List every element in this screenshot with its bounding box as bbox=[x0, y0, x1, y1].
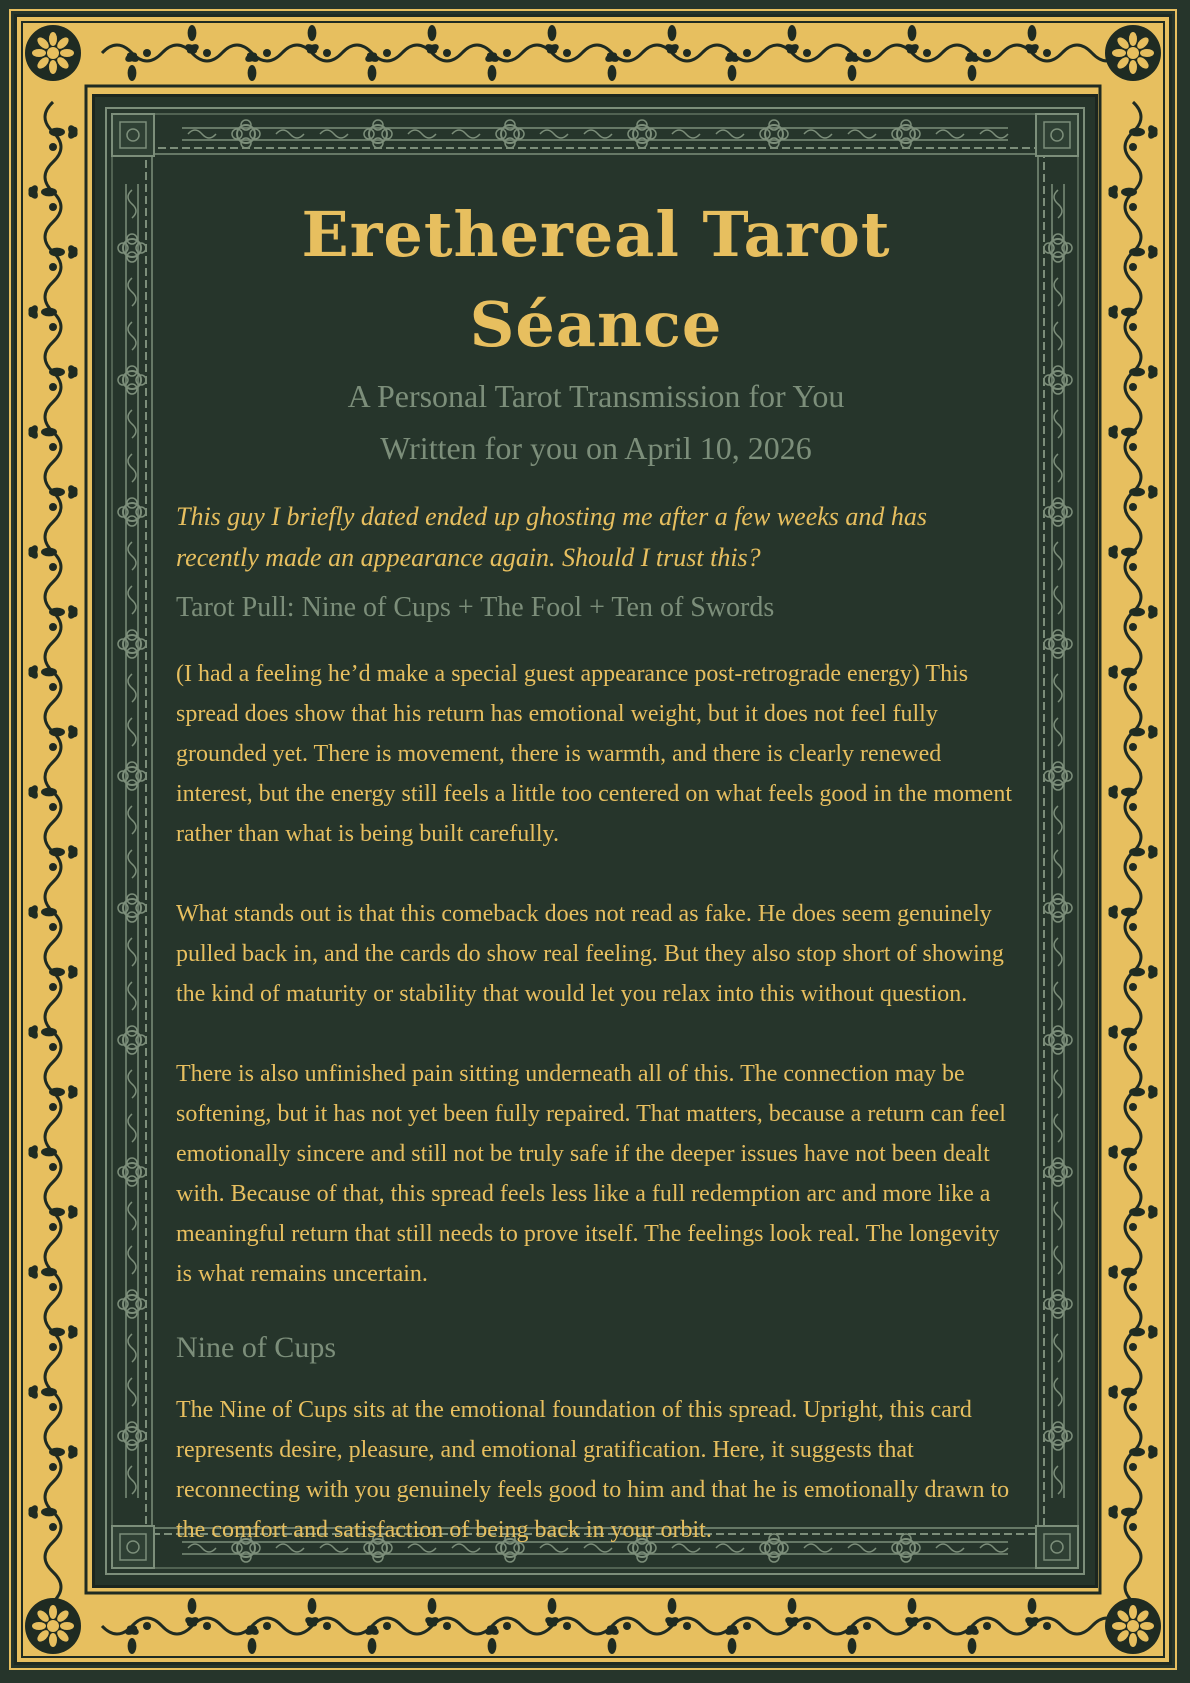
reading-content bbox=[176, 190, 1016, 1590]
card-section-heading: Nine of Cups bbox=[176, 1331, 336, 1364]
reading-paragraph: (I had a feeling he’d make a special guest appearance post-retrograde energy) This spread does show that his return has emotional weight, but it does not feel fully grounded yet. There is movement, there is warmth, and there is clearly renewed interest, but the energy still feels a little too centered on what feels good in the moment rather than what is being built carefully. bbox=[176, 661, 1012, 847]
reader-question: This guy I briefly dated ended up ghosting me after a few weeks and has recently made an appearance again. Should I trust this? bbox=[176, 502, 928, 572]
date-line: Written for you on April 10, 2026 bbox=[380, 430, 812, 466]
card-section-body: The Nine of Cups sits at the emotional foundation of this spread. Upright, this card represents desire, pleasure, and emotional gratification. Here, it suggests that reconnecting with you genuinely feels good to him and that he is emotionally drawn to the comfort and satisfaction of being back in your orbit. bbox=[176, 1397, 1010, 1543]
page-subtitle: A Personal Tarot Transmission for You bbox=[347, 378, 845, 414]
reading-paragraph: There is also unfinished pain sitting underneath all of this. The connection may be softening, but it has not yet been fully repaired. That matters, because a return can feel emotionally sincere and still not be truly safe if the deeper issues have not been dealt with. Because of that, this spread feels less like a full redemption arc and more like a meaningful return that still needs to prove itself. The feelings look real. The longevity is what remains uncertain. bbox=[176, 1061, 1006, 1287]
page-title: Erethereal Tarot Séance bbox=[301, 198, 891, 361]
tarot-pull-line: Tarot Pull: Nine of Cups + The Fool + Ten of Swords bbox=[176, 592, 775, 623]
reading-paragraph: What stands out is that this comeback does not read as fake. He does seem genuinely pulled back in, and the cards do show real feeling. But they also stop short of showing the kind of maturity or stability that would let you relax into this without question. bbox=[176, 901, 1004, 1007]
